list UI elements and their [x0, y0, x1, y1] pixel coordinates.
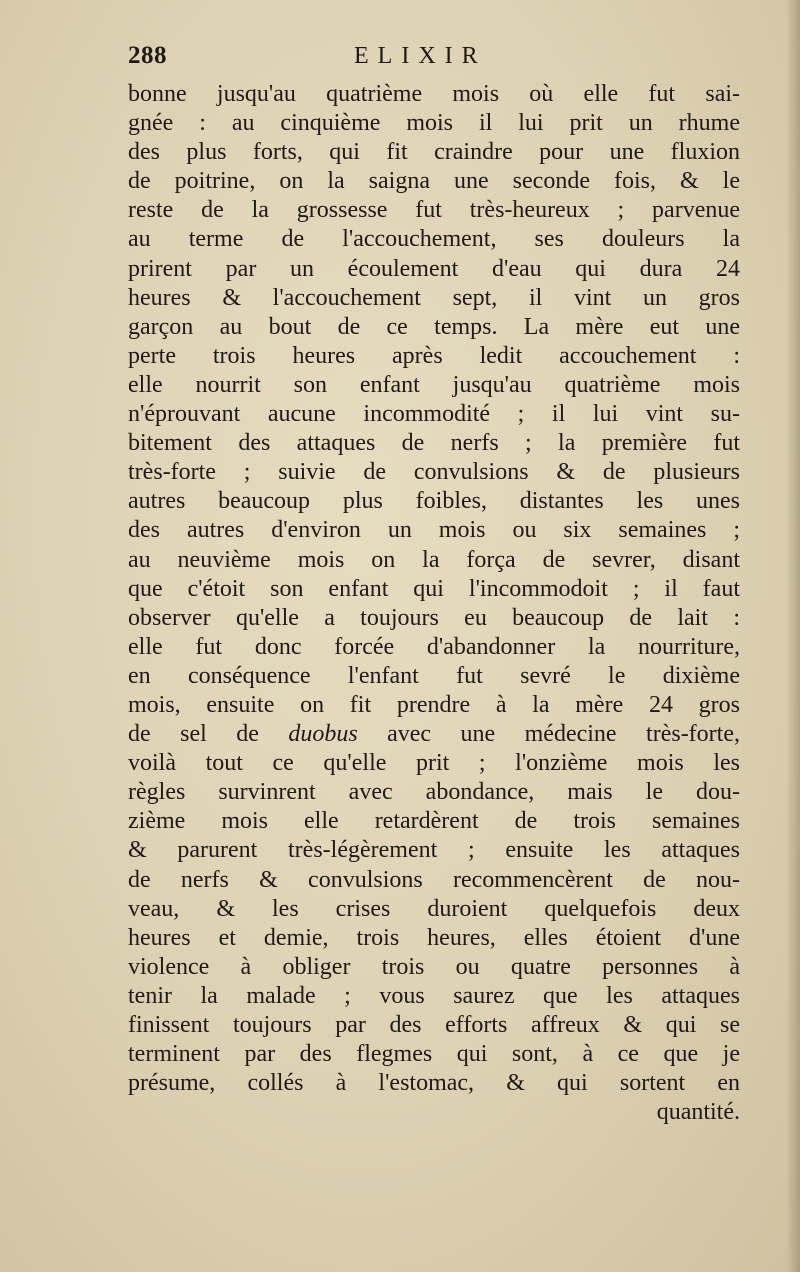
text-line: au terme de l'accouchement, ses douleurs la	[128, 226, 740, 253]
text-line: gnée : au cinquième mois il lui prit un rhume	[128, 110, 740, 137]
running-title: ELIXIR	[354, 43, 487, 69]
text-line: elle fut donc forcée d'abandonner la nourriture,	[128, 633, 740, 660]
text-line: de poitrine, on la saigna une seconde fois, & le	[128, 168, 740, 195]
body-text	[128, 80, 740, 1127]
text-line: de sel de duobus avec une médecine très-forte,	[128, 721, 740, 748]
text-line: heures & l'accouchement sept, il vint un gros	[128, 284, 740, 311]
text-line: elle nourrit son enfant jusqu'au quatrième mois	[128, 371, 740, 398]
italic-term: duobus	[288, 721, 358, 748]
text-line: voilà tout ce qu'elle prit ; l'onzième mois les	[128, 750, 740, 777]
text-line: bitement des attaques de nerfs ; la première fut	[128, 430, 740, 457]
text-line-last: quantité.	[656, 1099, 740, 1126]
text-line: garçon au bout de ce temps. La mère eut une	[128, 313, 740, 340]
text-line: violence à obliger trois ou quatre personnes à	[128, 953, 740, 980]
text-line: règles survinrent avec abondance, mais le dou-	[128, 779, 740, 806]
text-line: très-forte ; suivie de convulsions & de plusieurs	[128, 459, 740, 486]
text-line: terminent par des flegmes qui sont, à ce que je	[128, 1041, 740, 1068]
text-line: présume, collés à l'estomac, & qui sortent en	[128, 1070, 740, 1097]
text-line: des plus forts, qui fit craindre pour une fluxion	[128, 139, 740, 166]
text-line: tenir la malade ; vous saurez que les attaques	[128, 982, 740, 1009]
text-line: veau, & les crises duroient quelquefois deux	[128, 895, 740, 922]
running-head	[128, 38, 740, 74]
text-line: que c'étoit son enfant qui l'incommodoit ; il faut	[128, 575, 740, 602]
text-line: bonne jusqu'au quatrième mois où elle fut sai-	[128, 81, 740, 107]
text-line: autres beaucoup plus foibles, distantes les unes	[128, 488, 740, 515]
text-line: & parurent très-légèrement ; ensuite les attaques	[128, 837, 740, 864]
text-line: finissent toujours par des efforts affreux & qui se	[128, 1012, 740, 1038]
text-line: de nerfs & convulsions recommencèrent de nou-	[128, 866, 740, 893]
text-line: reste de la grossesse fut très-heureux ; parvenue	[128, 197, 740, 224]
text-line: des autres d'environ un mois ou six semaines ;	[128, 517, 740, 544]
text-line: heures et demie, trois heures, elles étoient d'une	[128, 924, 740, 951]
text-line: prirent par un écoulement d'eau qui dura 24	[128, 255, 740, 282]
page-number: 288	[128, 42, 167, 69]
text-line: zième mois elle retardèrent de trois semaines	[128, 808, 740, 835]
page-edge-shadow	[786, 0, 800, 1272]
text-line: observer qu'elle a toujours eu beaucoup de lait :	[128, 604, 740, 631]
text-line: n'éprouvant aucune incommodité ; il lui vint su-	[128, 401, 740, 428]
text-line: en conséquence l'enfant fut sevré le dixième	[128, 662, 740, 689]
text-line: mois, ensuite on fit prendre à la mère 24 gros	[128, 691, 740, 718]
text-line: perte trois heures après ledit accouchement :	[128, 342, 740, 369]
text-line: au neuvième mois on la força de sevrer, disant	[128, 546, 740, 573]
